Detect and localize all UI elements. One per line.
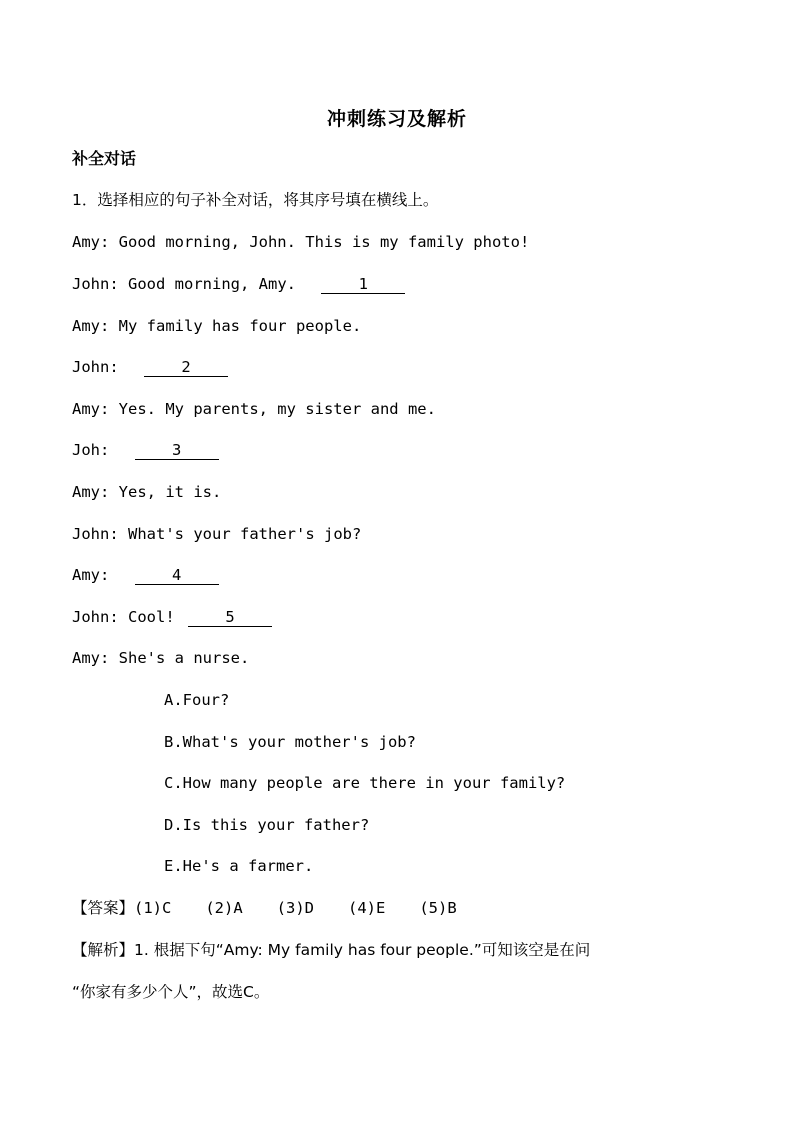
- dialogue-text: She's a nurse.: [118, 649, 250, 667]
- analysis-line-2: “你家有多少个人”，故选C。: [72, 983, 270, 1001]
- option-e: E.He's a farmer.: [164, 857, 314, 875]
- section-heading: 补全对话: [72, 149, 137, 168]
- dialogue-text: Good morning, John. This is my family photo!: [118, 233, 530, 251]
- dialogue-line-9: [72, 565, 219, 585]
- speaker: John:: [72, 525, 119, 543]
- dialogue-text: Yes. My parents, my sister and me.: [118, 400, 436, 418]
- dialogue-text: Cool!: [128, 608, 175, 626]
- speaker: Amy:: [72, 233, 110, 251]
- speaker: Amy:: [72, 483, 110, 501]
- answer-item-4: (4)E: [348, 899, 386, 917]
- speaker: Amy:: [72, 317, 110, 335]
- speaker: Amy:: [72, 400, 110, 418]
- answer-item-3: (3)D: [276, 899, 314, 917]
- answer-item-5: (5)B: [419, 899, 457, 917]
- option-d: D.Is this your father?: [164, 816, 370, 834]
- speaker: John:: [72, 608, 119, 626]
- answer-label: 【答案】: [72, 899, 135, 917]
- dialogue-text: What's your father's job?: [128, 525, 362, 543]
- speaker: Amy:: [72, 566, 110, 584]
- dialogue-text: Yes, it is.: [118, 483, 222, 501]
- dialogue-line-7: [72, 482, 221, 502]
- dialogue-text: Good morning, Amy.: [128, 275, 296, 293]
- answer-item-1: (1)C: [134, 899, 172, 917]
- answer-blank-2[interactable]: 2: [144, 358, 228, 377]
- dialogue-line-1: [72, 232, 529, 252]
- dialogue-line-8: [72, 524, 361, 544]
- dialogue-line-11: [72, 648, 249, 668]
- dialogue-line-10: [72, 607, 272, 627]
- speaker: Joh:: [72, 441, 110, 459]
- option-b: B.What's your mother's job?: [164, 733, 416, 751]
- dialogue-text: My family has four people.: [118, 317, 362, 335]
- speaker: John:: [72, 358, 119, 376]
- question-instruction: 1．选择相应的句子补全对话，将其序号填在横线上。: [72, 191, 439, 209]
- dialogue-line-6: [72, 440, 219, 460]
- analysis-label: 【解析】: [72, 941, 135, 959]
- option-c: C.How many people are there in your family?: [164, 774, 566, 792]
- answer-blank-5[interactable]: 5: [188, 608, 272, 627]
- dialogue-line-2: [72, 274, 405, 294]
- answer-blank-4[interactable]: 4: [135, 566, 219, 585]
- option-a: A.Four?: [164, 691, 230, 709]
- dialogue-line-5: [72, 399, 436, 419]
- dialogue-line-3: [72, 316, 361, 336]
- analysis-text-1: 1. 根据下句“Amy: My family has four people.”可知该空是在问: [134, 941, 591, 959]
- answer-blank-3[interactable]: 3: [135, 441, 219, 460]
- speaker: John:: [72, 275, 119, 293]
- speaker: Amy:: [72, 649, 110, 667]
- page-title: 冲刺练习及解析: [326, 108, 467, 130]
- answer-line: [72, 898, 457, 918]
- answer-blank-1[interactable]: 1: [321, 275, 405, 294]
- answer-item-2: (2)A: [205, 899, 243, 917]
- analysis-line-1: [72, 940, 590, 960]
- dialogue-line-4: [72, 357, 228, 377]
